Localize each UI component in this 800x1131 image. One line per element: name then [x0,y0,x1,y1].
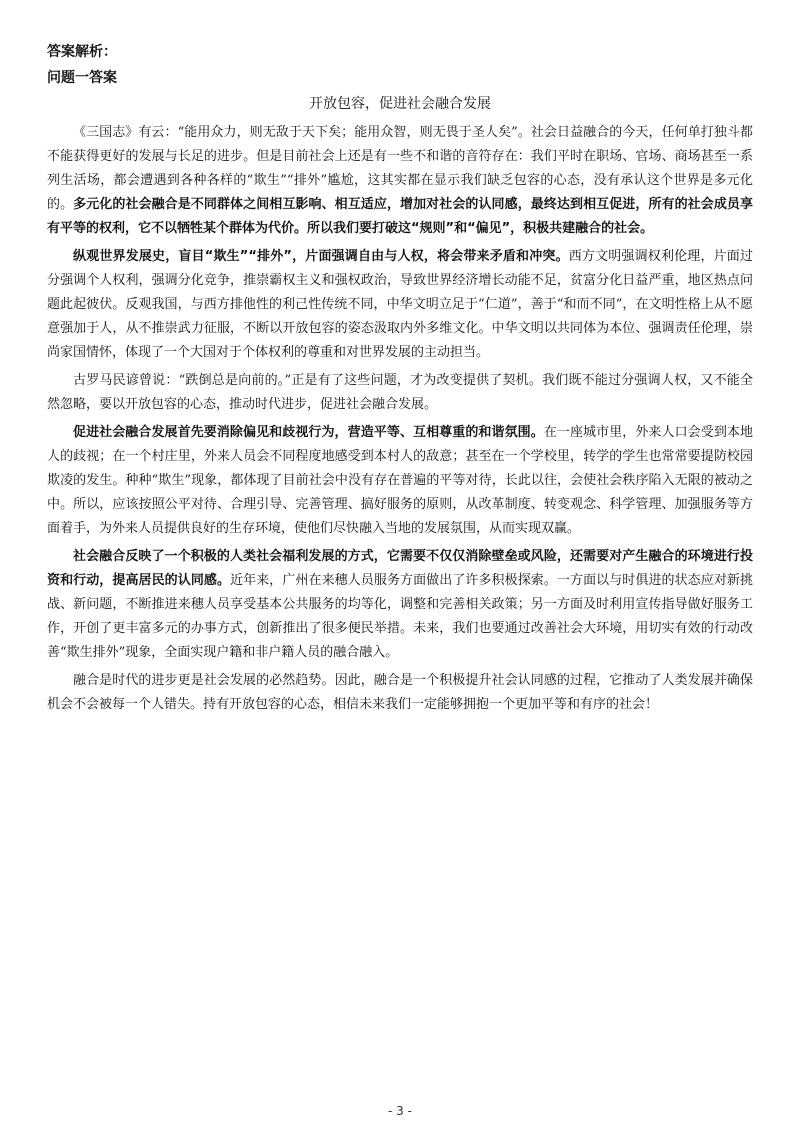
essay-body [47,121,753,721]
paragraph-4-bold: 促进社会融合发展首先要消除偏见和歧视行为，营造平等、互相尊重的和谐氛围。 [73,425,544,440]
paragraph-2-text: 西方文明强调权利伦理，片面过分强调个人权利，强调分化竞争，推崇霸权主义和强权政治，导致世界经济增长动能不足，贫富分化日益严重，地区热点问题此起彼伏。反观我国，与西方排他性的利己性传统不同，中华文明立足于“仁道”，善于“和而不同”，在文明性格上从不愿意强加于人，从不推崇武力征服，不断以开放包容的姿态汲取内外多维文化。中华文明以共同体为本位、强调责任伦理，崇尚家国情怀，体现了一个大国对于个体权利的尊重和对世界发展的主动担当。 [47,249,753,360]
paragraph-1-text: 《三国志》有云：“能用众力，则无敌于天下矣；能用众智，则无畏于圣人矣”。社会日益融合的今天，任何单打独斗都不能获得更好的发展与长足的进步。但是目前社会上还是有一些不和谐的音符存在：我们平时在职场、官场、商场甚至一系列生活场，都会遭遇到各种各样的“欺生”“排外”尴尬，这其实都在显示我们缺乏包容的心态，没有承认这个世界是多元化的。 [47,125,753,212]
paragraph-1 [47,121,753,241]
paragraph-5-text: 近年来，广州在来穗人员服务方面做出了许多积极探索。一方面以与时俱进的状态应对新挑战、新问题，不断推进来穗人员享受基本公共服务的均等化，调整和完善相关政策；另一方面及时利用宣传指导做好服务工作，开创了更丰富多元的办事方式，创新推出了很多便民举措。未来，我们也要通过改善社会大环境，用切实有效的行动改善“欺生排外”现象，全面实现户籍和非户籍人员的融合融入。 [47,573,753,660]
page-number: - 3 - [388,1104,412,1118]
paragraph-5 [47,545,753,665]
paragraph-1-bold: 多元化的社会融合是不同群体之间相互影响、相互适应，增加对社会的认同感，最终达到相互促进，所有的社会成员享有平等的权利，它不以牺牲某个群体为代价。所以我们要打破这“规则”和“偏见”，积极共建融合的社会。 [47,197,753,236]
essay-title: 开放包容，促进社会融合发展 [309,96,491,112]
answer-analysis-heading: 答案解析： [47,44,117,60]
question-one-heading: 问题一答案 [47,70,117,86]
paragraph-5-bold: 社会融合反映了一个积极的人类社会福利发展的方式，它需要不仅仅消除壁垒或风险，还需要对产生融合的环境进行投资和行动，提高居民的认同感。 [47,549,753,588]
paragraph-2 [47,245,753,365]
paragraph-4-text: 在一座城市里，外来人口会受到本地人的歧视；在一个村庄里，外来人员会不同程度地感受到本村人的敌意；甚至在一个学校里，转学的学生也常常要提防校园欺凌的发生。种种“欺生”现象，都体现了目前社会中没有存在普遍的平等对待，长此以往，会使社会秩序陷入无限的被动之中。所以，应该按照公平对待、合理引导、完善管理、搞好服务的原则，从改革制度、转变观念、科学管理、加强服务等方面着手，为外来人员提供良好的生存环境，使他们尽快融入当地的发展氛围，从而实现双赢。 [47,425,753,536]
paragraph-4 [47,421,753,541]
paragraph-6: 融合是时代的进步更是社会发展的必然趋势。因此，融合是一个积极提升社会认同感的过程，它推动了人类发展并确保机会不会被每一个人错失。持有开放包容的心态，相信未来我们一定能够拥抱一个更加平等和有序的社会！ [47,673,753,712]
paragraph-2-bold: 纵观世界发展史，盲目“欺生”“排外”，片面强调自由与人权，将会带来矛盾和冲突。 [73,249,569,264]
paragraph-3: 古罗马民谚曾说：“跌倒总是向前的。”正是有了这些问题，才为改变提供了契机。我们既不能过分强调人权，又不能全然忽略，要以开放包容的心态，推动时代进步，促进社会融合发展。 [47,373,753,412]
